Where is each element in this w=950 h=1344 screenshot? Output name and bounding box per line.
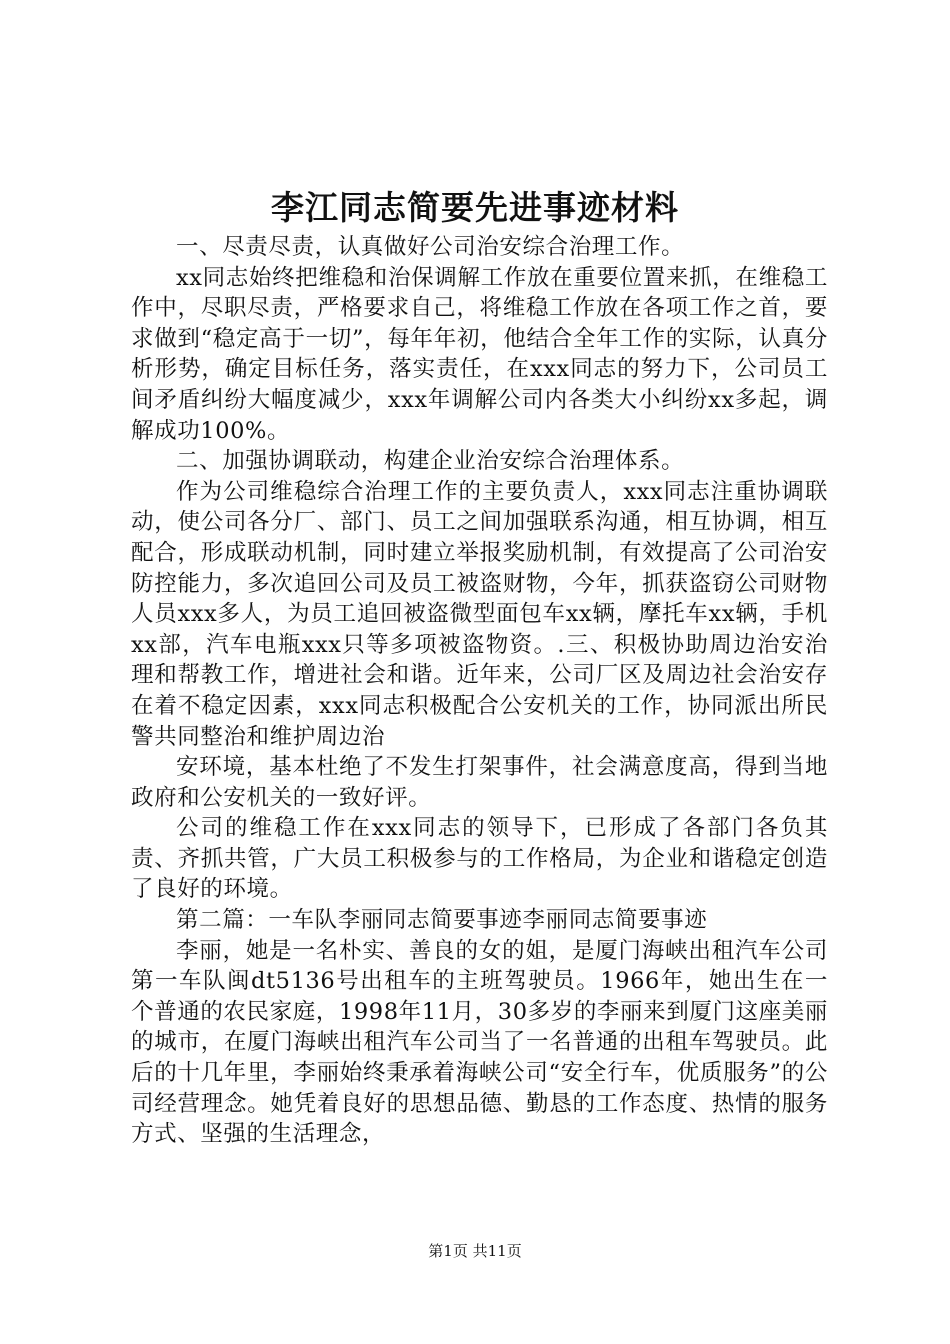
paragraph-section-2-body: 作为公司维稳综合治理工作的主要负责人，xxx同志注重协调联动，使公司各分厂、部门、员工之间加强联系沟通，相互协调，相互配合，形成联动机制，同时建立举报奖励机制，有效提高了公司治安防控能力，多次追回公司及员工被盗财物，今年，抓获盗窃公司财物人员xxx多人，为员工追回被盗微型面包车xx辆，摩托车xx辆，手机xx部，汽车电瓶xxx只等多项被盗物资。.三、积极协助周边治安治理和帮教工作，增进社会和谐。近年来，公司厂区及周边社会治安存在着不稳定因素，xxx同志积极配合公安机关的工作，协同派出所民警共同整治和维护周边治 <box>131 478 828 750</box>
page-footer: 第1页 共11页 <box>428 1242 522 1260</box>
paragraph-section-3-continued: 安环境，基本杜绝了不发生打架事件，社会满意度高，得到当地政府和公安机关的一致好评。 <box>131 754 828 811</box>
paragraph-part-two-body: 李丽，她是一名朴实、善良的女的姐，是厦门海峡出租汽车公司第一车队闽dt5136号出租车的主班驾驶员。1966年，她出生在一个普通的农民家庭，1998年11月，30多岁的李丽来到厦门这座美丽的城市，在厦门海峡出租汽车公司当了一名普通的出租车驾驶员。此后的十几年里，李丽始终秉承着海峡公司“安全行车，优质服务”的公司经营理念。她凭着良好的思想品德、勤恳的工作态度、热情的服务方式、坚强的生活理念， <box>131 937 828 1148</box>
document-body <box>131 232 828 1150</box>
document-title: 李江同志简要先进事迹材料 <box>271 188 679 227</box>
paragraph-part-two-heading: 第二篇：一车队李丽同志简要事迹李丽同志简要事迹 <box>176 907 708 934</box>
paragraph-summary: 公司的维稳工作在xxx同志的领导下，已形成了各部门各负其责、齐抓共管，广大员工积极参与的工作格局，为企业和谐稳定创造了良好的环境。 <box>131 815 828 903</box>
paragraph-section-2-heading: 二、加强协调联动，构建企业治安综合治理体系。 <box>176 448 685 475</box>
paragraph-section-1-heading: 一、尽责尽责，认真做好公司治安综合治理工作。 <box>176 234 685 260</box>
paragraph-section-1-body: xx同志始终把维稳和治保调解工作放在重要位置来抓，在维稳工作中，尽职尽责，严格要求自己，将维稳工作放在各项工作之首，要求做到“稳定高于一切”，每年年初，他结合全年工作的实际，认真分析形势，确定目标任务，落实责任，在xxx同志的努力下，公司员工间矛盾纠纷大幅度减少，xxx年调解公司内各类大小纠纷xx多起，调解成功100%。 <box>131 264 828 444</box>
